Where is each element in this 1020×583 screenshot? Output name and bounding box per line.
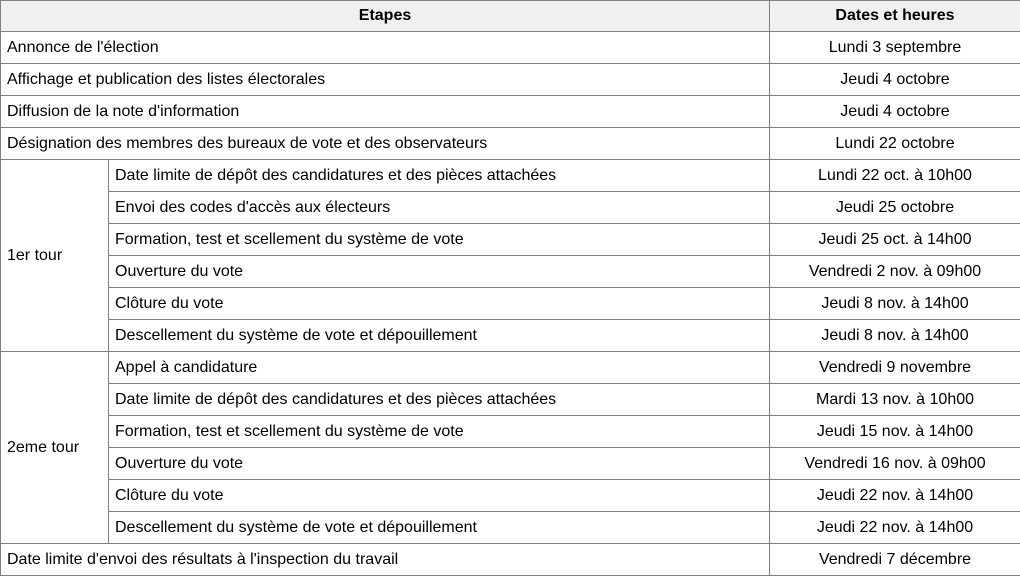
date-cell: Jeudi 25 octobre — [770, 192, 1020, 224]
date-cell: Vendredi 7 décembre — [770, 544, 1020, 576]
table-row — [1, 64, 1020, 96]
table-row — [1, 480, 1020, 512]
header-row — [1, 1, 1020, 32]
date-cell: Lundi 22 octobre — [770, 128, 1020, 160]
header-dates: Dates et heures — [770, 1, 1020, 32]
etape-cell: Désignation des membres des bureaux de vote et des observateurs — [1, 128, 770, 160]
etape-cell: Date limite d'envoi des résultats à l'inspection du travail — [1, 544, 770, 576]
table-row — [1, 416, 1020, 448]
etape-cell: Diffusion de la note d'information — [1, 96, 770, 128]
date-cell: Vendredi 2 nov. à 09h00 — [770, 256, 1020, 288]
table-row — [1, 32, 1020, 64]
date-cell: Jeudi 4 octobre — [770, 64, 1020, 96]
table-row — [1, 288, 1020, 320]
table-row — [1, 448, 1020, 480]
date-cell: Jeudi 22 nov. à 14h00 — [770, 480, 1020, 512]
table-row — [1, 256, 1020, 288]
date-cell: Vendredi 16 nov. à 09h00 — [770, 448, 1020, 480]
etape-cell: Clôture du vote — [109, 288, 770, 320]
etape-cell: Ouverture du vote — [109, 256, 770, 288]
date-cell: Mardi 13 nov. à 10h00 — [770, 384, 1020, 416]
etape-cell: Date limite de dépôt des candidatures et des pièces attachées — [109, 160, 770, 192]
etape-cell: Affichage et publication des listes électorales — [1, 64, 770, 96]
date-cell: Vendredi 9 novembre — [770, 352, 1020, 384]
table-row — [1, 128, 1020, 160]
tour1-label: 1er tour — [1, 160, 109, 352]
etape-cell: Formation, test et scellement du système de vote — [109, 224, 770, 256]
table-row — [1, 352, 1020, 384]
date-cell: Jeudi 8 nov. à 14h00 — [770, 320, 1020, 352]
tour2-label: 2eme tour — [1, 352, 109, 544]
etape-cell: Clôture du vote — [109, 480, 770, 512]
etape-cell: Date limite de dépôt des candidatures et des pièces attachées — [109, 384, 770, 416]
table-body — [1, 32, 1020, 576]
table-row — [1, 512, 1020, 544]
etape-cell: Annonce de l'élection — [1, 32, 770, 64]
date-cell: Lundi 22 oct. à 10h00 — [770, 160, 1020, 192]
table-row — [1, 544, 1020, 576]
date-cell: Jeudi 25 oct. à 14h00 — [770, 224, 1020, 256]
header-etapes: Etapes — [1, 1, 770, 32]
table-row — [1, 384, 1020, 416]
etape-cell: Descellement du système de vote et dépouillement — [109, 512, 770, 544]
table-row — [1, 224, 1020, 256]
table-row — [1, 192, 1020, 224]
table-row — [1, 160, 1020, 192]
table-header — [1, 1, 1020, 32]
etape-cell: Descellement du système de vote et dépouillement — [109, 320, 770, 352]
table-row — [1, 96, 1020, 128]
table-row — [1, 320, 1020, 352]
date-cell: Jeudi 8 nov. à 14h00 — [770, 288, 1020, 320]
date-cell: Jeudi 15 nov. à 14h00 — [770, 416, 1020, 448]
date-cell: Jeudi 4 octobre — [770, 96, 1020, 128]
etape-cell: Appel à candidature — [109, 352, 770, 384]
etape-cell: Envoi des codes d'accès aux électeurs — [109, 192, 770, 224]
etape-cell: Formation, test et scellement du système de vote — [109, 416, 770, 448]
etape-cell: Ouverture du vote — [109, 448, 770, 480]
date-cell: Lundi 3 septembre — [770, 32, 1020, 64]
date-cell: Jeudi 22 nov. à 14h00 — [770, 512, 1020, 544]
